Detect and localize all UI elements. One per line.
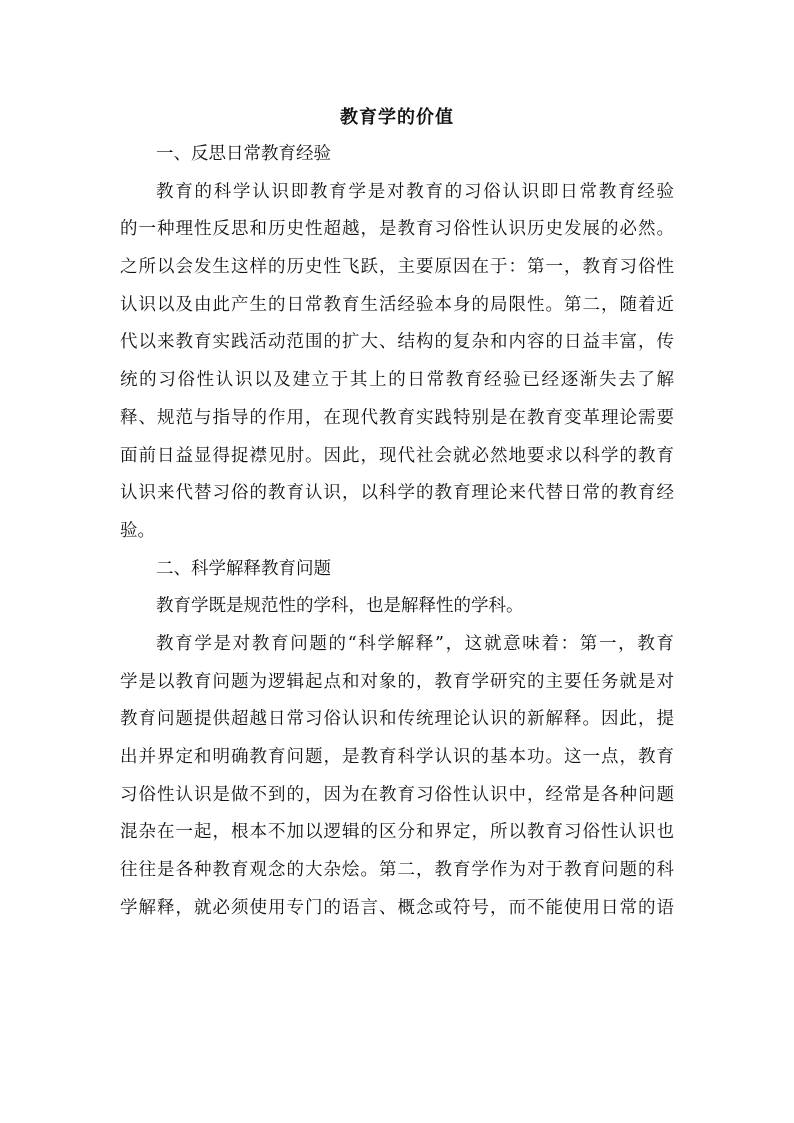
paragraph-line: 学解释，就必须使用专门的语言、概念或符号，而不能使用日常的语 [120,897,674,918]
paragraph-line: 认识来代替习俗的教育认识，以科学的教育理论来代替日常的教育经 [120,483,674,504]
paragraph-line: 验。 [120,520,155,541]
paragraph-line: 释、规范与指导的作用，在现代教育实践特别是在教育变革理论需要 [120,407,674,428]
paragraph-line: 教育问题提供超越日常习俗认识和传统理论认识的新解释。因此，提 [120,709,674,730]
document-body [120,100,674,927]
paragraph-line: 往往是各种教育观念的大杂烩。第二，教育学作为对于教育问题的科 [120,860,674,881]
paragraph-line: 混杂在一起，根本不加以逻辑的区分和界定，所以教育习俗性认识也 [120,822,674,843]
paragraph-line: 的一种理性反思和历史性超越，是教育习俗性认识历史发展的必然。 [120,219,674,240]
paragraph-line: 出并界定和明确教育问题，是教育科学认识的基本功。这一点，教育 [120,747,674,767]
paragraph-line: 代以来教育实践活动范围的扩大、结构的复杂和内容的日益丰富，传 [120,332,674,353]
section-heading: 一、反思日常教育经验 [156,144,331,164]
paragraph-line: 教育学是对教育问题的“科学解释”，这就意味着：第一，教育 [156,633,674,654]
paragraph [120,174,674,551]
section-heading: 二、科学解释教育问题 [156,558,331,579]
document-title: 教育学的价值 [340,107,454,128]
paragraph-line: 面前日益显得捉襟见肘。因此，现代社会就必然地要求以科学的教育 [120,445,674,466]
paragraph-line: 统的习俗性认识以及建立于其上的日常教育经验已经逐渐失去了解 [120,370,674,391]
paragraph-line: 教育学既是规范性的学科，也是解释性的学科。 [156,596,524,617]
paragraph-line: 教育的科学认识即教育学是对教育的习俗认识即日常教育经验 [156,181,674,202]
paragraph [120,626,674,928]
paragraph-line: 学是以教育问题为逻辑起点和对象的，教育学研究的主要任务就是对 [120,671,674,692]
paragraph [120,588,674,626]
paragraph-line: 习俗性认识是做不到的，因为在教育习俗性认识中，经常是各种问题 [120,784,674,805]
paragraph-line: 之所以会发生这样的历史性飞跃，主要原因在于：第一，教育习俗性 [120,257,674,278]
paragraph-line: 认识以及由此产生的日常教育生活经验本身的局限性。第二，随着近 [120,294,674,315]
